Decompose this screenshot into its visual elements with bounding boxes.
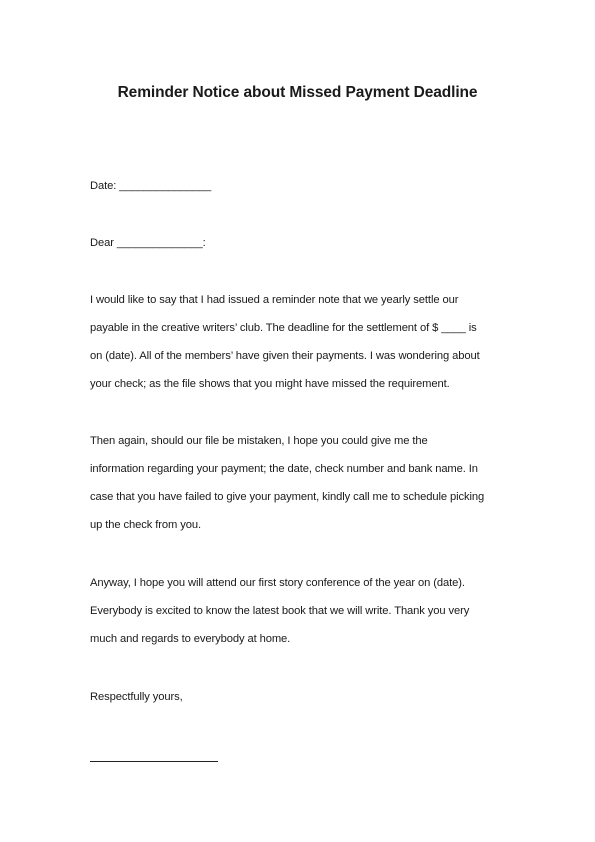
closing: Respectfully yours, — [90, 691, 183, 703]
paragraph-2-line-4: up the check from you. — [90, 519, 201, 531]
date-line: Date: _______________ — [90, 180, 212, 192]
paragraph-1-line-4: your check; as the file shows that you might have missed the requirement. — [90, 378, 450, 390]
letter-title: Reminder Notice about Missed Payment Deadline — [117, 84, 478, 101]
paragraph-3-line-2: Everybody is excited to know the latest book that we will write. Thank you very — [90, 605, 470, 617]
paragraph-2-line-1: Then again, should our file be mistaken, I hope you could give me the — [90, 435, 428, 447]
paragraph-1-line-1: I would like to say that I had issued a reminder note that we yearly settle our — [90, 294, 459, 306]
paragraph-2-line-3: case that you have failed to give your payment, kindly call me to schedule picking — [90, 491, 485, 503]
signature-line — [90, 761, 218, 762]
salutation: Dear ______________: — [90, 237, 206, 249]
paragraph-2-line-2: information regarding your payment; the date, check number and bank name. In — [90, 463, 478, 475]
paragraph-3-line-1: Anyway, I hope you will attend our first story conference of the year on (date). — [90, 577, 465, 589]
paragraph-1-line-3: on (date). All of the members’ have given their payments. I was wondering about — [90, 350, 480, 362]
paragraph-1-line-2: payable in the creative writers’ club. The deadline for the settlement of $ ____ is — [90, 322, 477, 334]
paragraph-3-line-3: much and regards to everybody at home. — [90, 633, 291, 645]
